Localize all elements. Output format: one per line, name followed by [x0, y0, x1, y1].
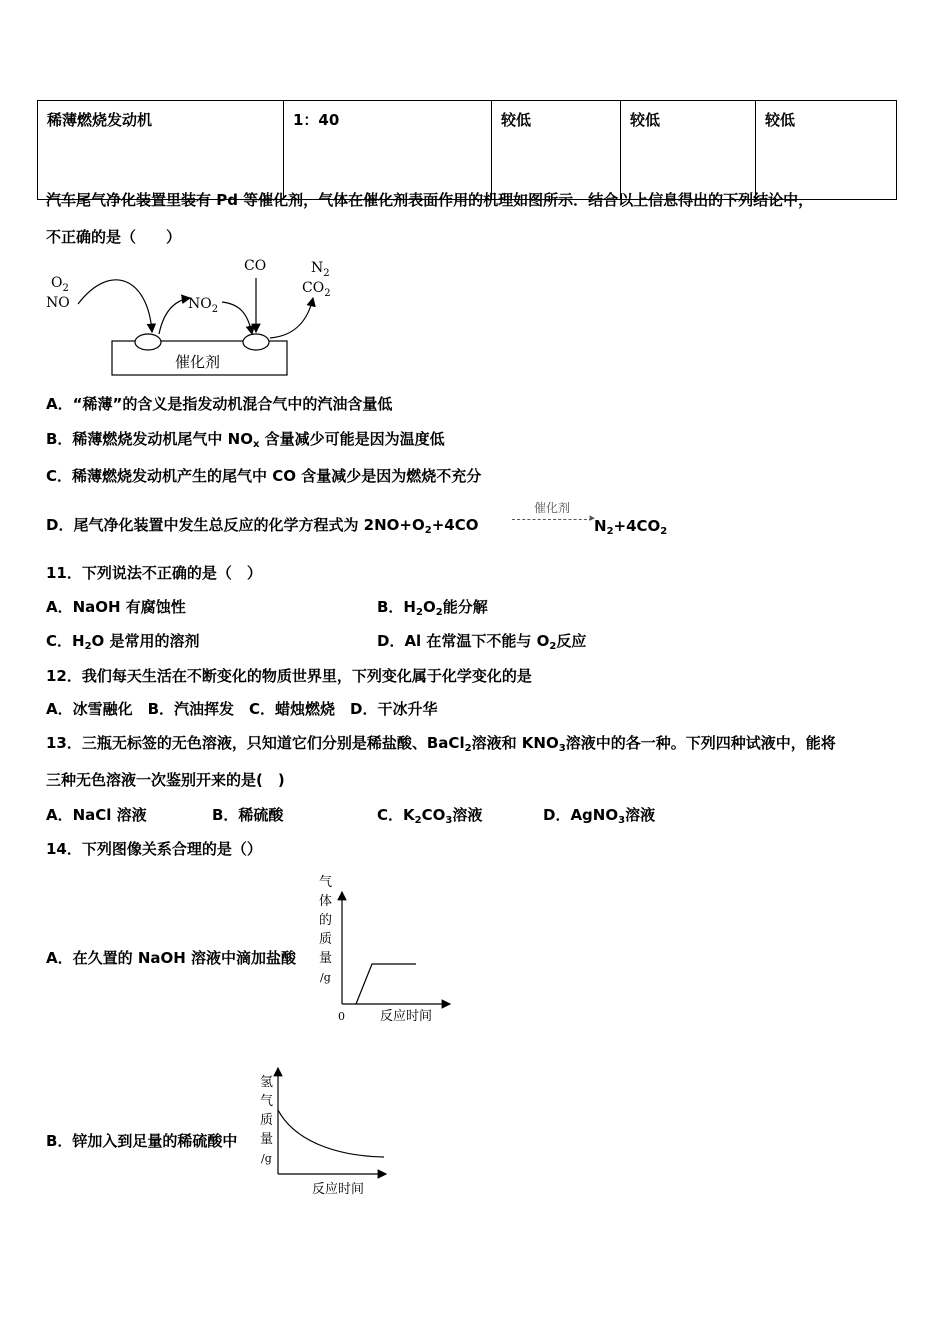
- q13-option-c: C．$K_2CO_3$溶液: [377, 806, 483, 826]
- graph-b-ylabel-unit: /g: [261, 1152, 272, 1165]
- arrow-no2-out: [159, 298, 190, 334]
- graph-a-ylabel-2: 体: [319, 894, 333, 909]
- q11-option-d: D．Al 在常温下不能与 $O_2$反应: [377, 632, 587, 652]
- graph-b: [254, 1062, 394, 1198]
- n2-label: $N_2$: [311, 260, 330, 279]
- catalyst-reaction-arrow: [512, 500, 595, 530]
- q13-option-a: A．NaCl 溶液: [46, 806, 147, 824]
- q10-stem-line2: 不正确的是（ ）: [46, 228, 182, 246]
- arrow-no2-in: [222, 302, 252, 334]
- table-cell-3: 较低: [492, 101, 621, 200]
- q10-option-a: A．“稀薄”的含义是指发动机混合气中的汽油含量低: [46, 395, 393, 413]
- catalyst-mechanism-diagram: [40, 252, 350, 380]
- adsorption-site-1: [135, 334, 161, 350]
- catalyst-label: 催化剂: [175, 353, 221, 371]
- table-cell-4: 较低: [621, 101, 756, 200]
- graph-b-xlabel: 反应时间: [312, 1182, 365, 1197]
- q14-option-b: B．锌加入到足量的稀硫酸中: [46, 1132, 238, 1150]
- q10-option-c: C．稀薄燃烧发动机产生的尾气中 CO 含量减少是因为燃烧不充分: [46, 467, 482, 485]
- reaction-condition-label: 催化剂: [533, 501, 570, 515]
- graph-a-ylabel-4: 质: [319, 932, 333, 947]
- q13-stem-line1: 13．三瓶无标签的无色溶液，只知道它们分别是稀盐酸、BaCl$_2$溶液和 $KNO_3$溶液中的各一种。下列四种试液中，能将: [46, 734, 836, 754]
- q13-stem-line2: 三种无色溶液一次鉴别开来的是( ): [46, 771, 285, 789]
- no2-label: $NO_2$: [188, 296, 219, 315]
- q11-stem: 11．下列说法不正确的是（ ）: [46, 564, 262, 582]
- arrow-products-out: [270, 298, 313, 338]
- graph-a-ylabel-unit: /g: [320, 971, 331, 984]
- q14-stem: 14．下列图像关系合理的是（）: [46, 840, 262, 858]
- graph-a-ylabel-3: 的: [319, 913, 333, 928]
- graph-a-ylabel-1: 气: [319, 875, 333, 890]
- q11-option-b: B．$H_2O_2$能分解: [377, 598, 488, 618]
- graph-b-ylabel-2: 气: [260, 1094, 274, 1109]
- co-label: CO: [244, 258, 267, 274]
- graph-b-curve: [278, 1110, 384, 1157]
- q10-stem-line1: 汽车尾气净化装置里装有 Pd 等催化剂，气体在催化剂表面作用的机理如图所示．结合以上信息得出的下列结论中，: [46, 191, 814, 209]
- no-label: NO: [46, 295, 70, 311]
- q14-option-a: A．在久置的 NaOH 溶液中滴加盐酸: [46, 949, 297, 967]
- q10-option-b: B．稀薄燃烧发动机尾气中 $NO_x$ 含量减少可能是因为温度低: [46, 430, 445, 450]
- graph-a-xlabel: 反应时间: [380, 1009, 433, 1024]
- table-cell-ratio: 1：40: [284, 101, 492, 200]
- graph-b-ylabel-3: 质: [260, 1113, 274, 1128]
- table-cell-5: 较低: [756, 101, 897, 200]
- q11-option-a: A．NaOH 有腐蚀性: [46, 598, 186, 616]
- co2-label: $CO_2$: [302, 280, 331, 299]
- data-table: [37, 100, 897, 200]
- q10-option-d: D．尾气净化装置中发生总反应的化学方程式为 $2NO+O_2+4CO$: [46, 516, 479, 536]
- graph-b-ylabel-1: 氢: [260, 1075, 274, 1090]
- graph-a-origin: 0: [338, 1010, 345, 1023]
- table-cell-name: 稀薄燃烧发动机: [38, 101, 284, 200]
- q12-options: A．冰雪融化 B．汽油挥发 C．蜡烛燃烧 D．干冰升华: [46, 700, 438, 718]
- arrow-reactants-in: [78, 280, 152, 332]
- q12-stem: 12．我们每天生活在不断变化的物质世界里，下列变化属于化学变化的是: [46, 667, 532, 685]
- q13-option-b: B．稀硫酸: [212, 806, 284, 824]
- o2-label: $O_2$: [51, 275, 69, 294]
- q13-option-d: D．AgNO$_3$溶液: [543, 806, 656, 826]
- reaction-arrow-line: ▸: [512, 519, 592, 520]
- q10-option-d-products: $N_2+4CO_2$: [594, 517, 668, 537]
- graph-b-ylabel-4: 量: [260, 1132, 274, 1147]
- adsorption-site-2: [243, 334, 269, 350]
- graph-a: [312, 872, 462, 1028]
- table-row: [38, 101, 897, 200]
- graph-a-curve: [356, 964, 416, 1004]
- q11-option-c: C．$H_2O$ 是常用的溶剂: [46, 632, 200, 652]
- graph-a-ylabel-5: 量: [319, 951, 333, 966]
